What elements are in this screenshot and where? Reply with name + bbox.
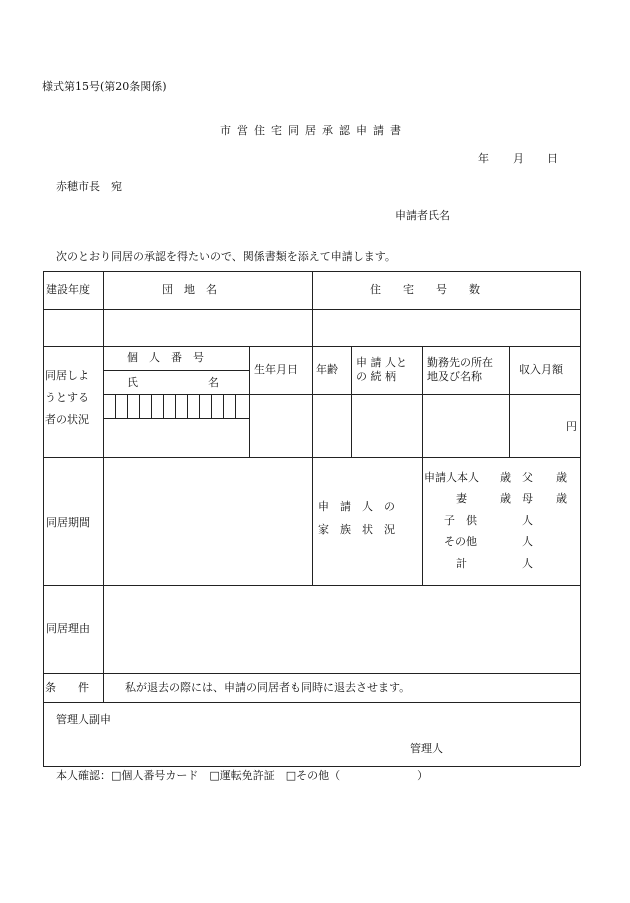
applicant-self-label: 申請人本人 — [424, 471, 479, 484]
form-title: 市営住宅同居承認申請書 — [220, 124, 407, 137]
reason-field[interactable] — [104, 586, 579, 672]
name-label: 氏 — [127, 376, 138, 389]
total-label: 計 — [456, 557, 467, 570]
wife-label: 妻 — [456, 492, 467, 505]
date-year-label: 年 — [478, 152, 489, 165]
children-label: 子 供 — [444, 514, 477, 527]
children-unit: 人 — [522, 514, 533, 527]
manager-label: 管理人 — [410, 742, 443, 755]
family-status-label-1: 申 請 人 の — [318, 500, 395, 513]
construction-year-label: 建設年度 — [46, 283, 90, 296]
age-unit-4: 歳 — [556, 492, 567, 505]
condition-label: 条 件 — [45, 681, 89, 694]
age-label: 年齢 — [316, 363, 338, 376]
period-label: 同居期間 — [46, 516, 90, 529]
date-day-label: 日 — [547, 152, 558, 165]
condition-text: 私が退去の際には、申請の同居者も同時に退去させます。 — [125, 681, 411, 694]
personal-number-label: 個 人 番 号 — [127, 351, 204, 364]
family-status-label-2: 家 族 状 況 — [318, 523, 395, 536]
others-unit: 人 — [522, 535, 533, 548]
housing-number-field[interactable] — [313, 310, 579, 345]
age-unit-3: 歳 — [500, 492, 511, 505]
manager-memo-label: 管理人副申 — [56, 713, 111, 726]
total-unit: 人 — [522, 557, 533, 570]
relation-label-1: 申 請 人と — [356, 356, 407, 369]
name-label-2: 名 — [208, 376, 219, 389]
construction-year-field[interactable] — [44, 310, 102, 345]
others-label: その他 — [444, 535, 477, 548]
complex-name-field[interactable] — [104, 310, 311, 345]
form-number: 様式第15号(第20条関係) — [42, 80, 167, 93]
yen-unit: 円 — [566, 420, 577, 433]
cohabitant-label-2: うとする — [45, 391, 89, 404]
identity-check-line: 本人確認：□個人番号カード □運転免許証 □その他（ ） — [56, 769, 429, 782]
age-unit-2: 歳 — [556, 471, 567, 484]
birthdate-label: 生年月日 — [254, 363, 298, 376]
father-label: 父 — [522, 471, 533, 484]
income-label: 収入月額 — [519, 363, 563, 376]
employer-label-1: 勤務先の所在 — [427, 356, 493, 369]
mother-label: 母 — [522, 492, 533, 505]
complex-name-label: 団 地 名 — [162, 283, 217, 296]
employer-label-2: 地及び名称 — [427, 370, 482, 383]
applicant-name-label: 申請者氏名 — [395, 209, 450, 222]
housing-number-label: 住 宅 号 数 — [370, 283, 480, 296]
cohabitant-label-1: 同居しよ — [45, 369, 89, 382]
reason-label: 同居理由 — [46, 622, 90, 635]
date-month-label: 月 — [513, 152, 524, 165]
cohabitant-label-3: 者の状況 — [45, 413, 89, 426]
intro-text: 次のとおり同居の承認を得たいので、関係書類を添えて申請します。 — [56, 250, 396, 263]
relation-label-2: の 続 柄 — [356, 370, 396, 383]
addressee: 赤穂市長 宛 — [56, 180, 122, 193]
age-unit-1: 歳 — [500, 471, 511, 484]
